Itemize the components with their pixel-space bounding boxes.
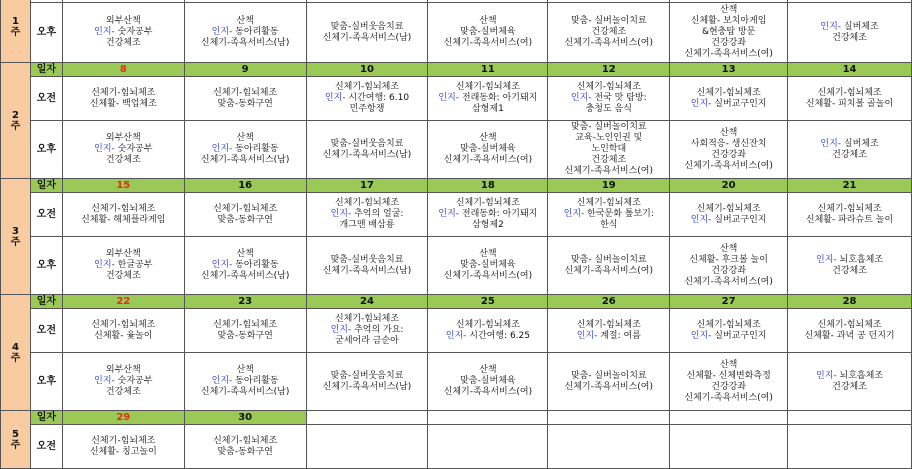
category-prefix: 인지-: [330, 209, 352, 219]
activity-line: 신체활- 과녁 공 던지기: [804, 330, 895, 341]
activity-line: [549, 93, 668, 104]
activity-line: 사회적응- 생신잔치: [690, 138, 767, 149]
schedule-cell: [670, 77, 788, 121]
schedule-cell: [62, 193, 184, 237]
schedule-cell: [428, 309, 548, 353]
category-prefix: 인지-: [570, 93, 592, 103]
schedule-cell: [184, 121, 306, 179]
activity-line: 신체기-족욕서비스(남): [200, 155, 290, 165]
schedule-cell: [306, 193, 428, 237]
activity-line: [308, 209, 427, 220]
activity-line: 신체기-족욕서비스(남): [200, 271, 290, 281]
activity-line: 신체기-힘뇌체조: [576, 82, 641, 92]
date-cell: 23: [184, 295, 306, 309]
activity-line: 건강체조: [105, 271, 141, 281]
activity-line: [308, 93, 427, 104]
activity-line: 신체기-족욕서비스(남): [322, 265, 412, 276]
schedule-cell: [670, 425, 788, 469]
date-cell: [428, 411, 548, 425]
activity-text: 뇌호흡체조: [836, 370, 884, 381]
activity-text: 동아리활동: [232, 260, 279, 270]
activity-line: [671, 99, 786, 110]
activity-text: 숫자공부: [114, 27, 153, 37]
activity-line: 건강체조: [105, 38, 141, 48]
schedule-cell: [428, 77, 548, 121]
activity-line: 건강체조: [105, 155, 141, 165]
date-cell: [670, 411, 788, 425]
pm-row: [1, 353, 912, 411]
category-prefix: 인지-: [690, 98, 712, 109]
activity-text: 동아리활동: [232, 376, 279, 386]
schedule-cell: [788, 3, 912, 63]
date-cell: 25: [428, 295, 548, 309]
activity-line: 삼형제2: [471, 220, 504, 230]
schedule-cell: [62, 237, 184, 295]
activity-line: 신체기-족욕서비스(여): [564, 38, 654, 48]
activity-line: 신체기-힘뇌체조: [576, 319, 641, 330]
activity-line: 신체기-족욕서비스(남): [322, 149, 412, 160]
schedule-cell: [62, 309, 184, 353]
activity-line: 외부산책: [105, 16, 141, 26]
schedule-cell: [62, 425, 184, 469]
schedule-cell: [548, 121, 670, 179]
category-prefix: 인지-: [94, 376, 115, 386]
category-prefix: 인지-: [211, 376, 233, 386]
activity-line: 건강강좌: [711, 149, 747, 160]
date-cell: 19: [548, 179, 670, 193]
activity-line: 맞춤-실버웃음치료: [330, 254, 404, 265]
am-row: [1, 193, 912, 237]
schedule-cell: [788, 309, 912, 353]
activity-line: 신체기-힘뇌체조: [817, 319, 882, 330]
date-cell: 24: [306, 295, 428, 309]
activity-text: 숫자공부: [114, 144, 153, 154]
category-prefix: 인지-: [820, 21, 842, 32]
activity-text: 실버교구인지: [711, 330, 767, 341]
activity-text: 실버교구인지: [711, 98, 767, 109]
activity-line: 신체기-힘뇌체조: [91, 435, 156, 446]
date-cell: 16: [184, 179, 306, 193]
schedule-cell: [548, 353, 670, 411]
activity-line: [186, 27, 305, 38]
activity-line: 신체기-족욕서비스(여): [684, 160, 773, 171]
activity-line: 신체활- 윷놀이: [94, 330, 153, 341]
activity-text: 전래동화: 아기돼지: [459, 93, 538, 103]
activity-line: 외부산책: [105, 365, 141, 375]
activity-line: 건강체조: [591, 27, 627, 37]
activity-line: 신체기-힘뇌체조: [696, 203, 761, 214]
am-row: [1, 425, 912, 469]
activity-line: 신체활- 파라슈트 놀이: [805, 214, 894, 225]
week-label: 4 주: [1, 295, 31, 411]
activity-text: 실버교구인지: [711, 214, 767, 225]
schedule-cell: [184, 193, 306, 237]
schedule-cell: [184, 237, 306, 295]
date-cell: 8: [62, 63, 184, 77]
pm-row: [1, 121, 912, 179]
activity-line: 건강강좌: [711, 265, 747, 276]
schedule-cell: [62, 353, 184, 411]
category-prefix: 인지-: [438, 93, 460, 103]
activity-line: 맞춤-동화구연: [217, 214, 273, 225]
date-label: 일자: [30, 63, 62, 77]
activity-line: 신체기-족욕서비스(여): [564, 265, 654, 276]
activity-line: 신체활- 후크볼 놀이: [689, 254, 768, 265]
activity-line: 산책: [236, 16, 254, 26]
activity-line: 외부산책: [105, 133, 141, 143]
activity-line: 신체기-족욕서비스(여): [564, 166, 654, 176]
date-cell: [548, 411, 670, 425]
schedule-cell: [788, 193, 912, 237]
activity-text: 추억의 얼굴:: [351, 209, 404, 219]
activity-line: [789, 255, 910, 266]
schedule-cell: [62, 3, 184, 63]
activity-line: [186, 376, 305, 387]
activity-line: 신체기-힘뇌체조: [213, 435, 278, 446]
schedule-cell: [548, 3, 670, 63]
activity-line: 산책: [719, 5, 738, 15]
schedule-cell: [428, 353, 548, 411]
schedule-cell: [306, 77, 428, 121]
date-cell: 30: [184, 411, 306, 425]
activity-line: 신체기-힘뇌체조: [91, 203, 156, 214]
activity-line: 신체기-족욕서비스(여): [443, 271, 533, 281]
category-prefix: 인지-: [445, 330, 467, 341]
activity-line: 신체활- 보치아게임: [690, 16, 767, 26]
activity-text: 실버체조: [841, 138, 879, 149]
date-cell: 22: [62, 295, 184, 309]
activity-line: 한식: [600, 220, 618, 230]
activity-line: [64, 27, 183, 38]
date-label: 일자: [30, 179, 62, 193]
activity-line: 신체기-힘뇌체조: [696, 319, 761, 330]
activity-line: 산책: [236, 133, 254, 143]
week-label: 5 주: [1, 411, 31, 469]
schedule-cell: [306, 121, 428, 179]
activity-line: 신체기-족욕서비스(여): [443, 38, 533, 48]
activity-line: 맞춤-동화구연: [217, 330, 273, 341]
activity-text: 시간여행: 6.10: [345, 93, 410, 103]
am-row: [1, 77, 912, 121]
date-cell: 20: [670, 179, 788, 193]
activity-line: [429, 93, 546, 104]
activity-line: [549, 331, 668, 342]
activity-line: 신체활- 해체플라게임: [81, 214, 166, 225]
activity-line: 굳세어라 금순아: [335, 336, 399, 346]
category-prefix: 인지-: [690, 330, 712, 341]
date-cell: 11: [428, 63, 548, 77]
schedule-cell: [306, 353, 428, 411]
schedule-cell: [428, 425, 548, 469]
category-prefix: 인지-: [690, 214, 712, 225]
activity-line: 산책: [719, 243, 738, 254]
date-cell: [788, 411, 912, 425]
activity-line: [429, 209, 546, 220]
activity-line: 맞춤- 실버놀이치료: [570, 254, 647, 265]
activity-line: 신체기-힘뇌체조: [91, 319, 156, 330]
activity-text: 계절: 여름: [597, 330, 641, 341]
activity-line: 민주항쟁: [349, 104, 385, 114]
activity-line: 건강체조: [832, 32, 867, 43]
schedule-cell: [670, 3, 788, 63]
schedule-cell: [184, 77, 306, 121]
activity-line: 건강강좌: [711, 38, 747, 48]
activity-line: 신체기-힘뇌체조: [334, 198, 400, 208]
activity-line: [671, 215, 786, 226]
category-prefix: 인지-: [563, 209, 585, 219]
category-prefix: 인지-: [438, 209, 460, 219]
activity-line: [186, 144, 305, 155]
activity-line: 산책: [719, 359, 738, 370]
activity-line: 신체기-족욕서비스(남): [200, 387, 290, 397]
schedule-cell: [428, 121, 548, 179]
activity-line: 산책: [236, 249, 254, 259]
category-prefix: 인지-: [94, 27, 115, 37]
activity-line: 충청도 음식: [585, 104, 632, 114]
activity-text: 전국 맛 탐방:: [591, 93, 647, 103]
category-prefix: 인지-: [816, 254, 837, 265]
activity-line: 맞춤-실버체육: [460, 144, 516, 154]
date-cell: 15: [62, 179, 184, 193]
activity-line: &현충탑 방문: [701, 27, 756, 37]
schedule-cell: [428, 237, 548, 295]
activity-line: 신체기-힘뇌체조: [696, 87, 761, 98]
date-cell: 12: [548, 63, 670, 77]
activity-line: 신체기-족욕서비스(여): [684, 276, 773, 287]
week-label: 2 주: [1, 63, 31, 179]
date-row: [1, 179, 912, 193]
am-label: 오전: [30, 425, 62, 469]
activity-line: 맞춤-실버체육: [460, 376, 516, 386]
activity-line: 맞춤-실버웃음치료: [330, 370, 404, 381]
date-label: 일자: [30, 411, 62, 425]
schedule-cell: [306, 425, 428, 469]
category-prefix: 인지-: [94, 260, 115, 270]
category-prefix: 인지-: [816, 370, 837, 381]
activity-line: 신체기-족욕서비스(여): [443, 387, 533, 397]
activity-text: 추억의 가요:: [351, 325, 404, 335]
activity-line: 신체기-힘뇌체조: [817, 203, 882, 214]
activity-line: 신체기-힘뇌체조: [213, 319, 278, 330]
activity-line: 신체기-힘뇌체조: [817, 87, 882, 98]
activity-line: 신체기-족욕서비스(남): [322, 381, 412, 392]
activity-line: 산책: [479, 133, 497, 143]
activity-line: 신체기-족욕서비스(여): [564, 381, 654, 392]
activity-line: [671, 331, 786, 342]
activity-line: [64, 376, 183, 387]
schedule-cell: [670, 237, 788, 295]
activity-line: 신체활- 칭고놀이: [89, 446, 157, 457]
activity-line: 신체기-족욕서비스(남): [200, 38, 290, 48]
schedule-cell: [548, 193, 670, 237]
week-label: 1 주: [1, 0, 31, 63]
activity-line: 건강강좌: [711, 381, 747, 392]
schedule-cell: [184, 3, 306, 63]
category-prefix: 인지-: [211, 144, 233, 154]
am-label: 오전: [30, 77, 62, 121]
date-cell: 29: [62, 411, 184, 425]
schedule-cell: [62, 77, 184, 121]
activity-line: 산책: [479, 249, 497, 259]
schedule-cell: [548, 425, 670, 469]
activity-line: [549, 209, 668, 220]
activity-line: 건강체조: [832, 265, 867, 276]
date-cell: 13: [670, 63, 788, 77]
date-cell: 17: [306, 179, 428, 193]
activity-line: 교육-노인인권 및: [575, 133, 643, 143]
activity-line: 신체기-힘뇌체조: [334, 82, 400, 92]
activity-line: 개그맨 배삼룡: [339, 220, 395, 230]
schedule-cell: [548, 309, 670, 353]
activity-line: [64, 144, 183, 155]
activity-line: 신체기-힘뇌체조: [576, 198, 641, 208]
activity-line: 삼형제1: [471, 104, 504, 114]
date-row: [1, 411, 912, 425]
activity-text: 실버체조: [841, 21, 879, 32]
activity-line: 산책: [719, 127, 738, 138]
schedule-cell: [670, 353, 788, 411]
pm-label: 오후: [30, 353, 62, 411]
schedule-cell: [548, 237, 670, 295]
activity-line: 신체기-힘뇌체조: [334, 314, 400, 324]
category-prefix: 인지-: [211, 27, 233, 37]
activity-text: 한글공부: [114, 260, 153, 270]
activity-line: 외부산책: [105, 249, 141, 259]
activity-text: 동아리활동: [232, 144, 279, 154]
schedule-cell: [428, 3, 548, 63]
activity-line: 신체기-힘뇌체조: [455, 319, 520, 330]
activity-line: 맞춤-실버웃음치료: [330, 138, 404, 149]
schedule-cell: [670, 309, 788, 353]
date-cell: 14: [788, 63, 912, 77]
activity-text: 시간여행: 6.25: [466, 330, 530, 341]
activity-line: [64, 260, 183, 271]
schedule-cell: [788, 121, 912, 179]
activity-line: 산책: [479, 365, 497, 375]
activity-line: 신체기-힘뇌체조: [213, 203, 278, 214]
date-cell: 10: [306, 63, 428, 77]
date-row: [1, 63, 912, 77]
activity-line: 맞춤-실버체육: [460, 260, 516, 270]
date-cell: 26: [548, 295, 670, 309]
category-prefix: 인지-: [330, 325, 352, 335]
activity-text: 뇌호흡체조: [836, 254, 884, 265]
schedule-cell: [184, 425, 306, 469]
activity-line: 건강체조: [105, 387, 141, 397]
activity-line: [429, 331, 546, 342]
activity-line: [789, 22, 910, 33]
activity-line: 산책: [236, 365, 254, 375]
date-cell: [306, 411, 428, 425]
activity-line: 신체활- 백업체조: [89, 98, 157, 109]
date-cell: 21: [788, 179, 912, 193]
activity-line: [789, 371, 910, 382]
activity-line: 신체활- 신체변화측정: [686, 370, 771, 381]
activity-line: 맞춤- 실버놀이치료: [570, 122, 647, 132]
activity-line: 건강체조: [832, 149, 867, 160]
week-label: 3 주: [1, 179, 31, 295]
activity-line: 맞춤-동화구연: [217, 446, 273, 457]
activity-line: 맞춤-실버체육: [460, 27, 516, 37]
pm-row: [1, 237, 912, 295]
activity-line: 맞춤-실버웃음치료: [330, 21, 404, 32]
date-label: 일자: [30, 295, 62, 309]
schedule-cell: [548, 77, 670, 121]
pm-label: 오후: [30, 237, 62, 295]
schedule-cell: [670, 193, 788, 237]
category-prefix: 인지-: [576, 330, 598, 341]
activity-line: 건강체조: [832, 381, 867, 392]
activity-line: 신체기-족욕서비스(여): [684, 49, 773, 59]
schedule-cell: [306, 3, 428, 63]
date-cell: 18: [428, 179, 548, 193]
activity-line: 맞춤- 실버놀이치료: [570, 16, 647, 26]
pm-label: 오후: [30, 3, 62, 63]
activity-line: 맞춤- 실버놀이치료: [570, 370, 647, 381]
activity-line: [789, 139, 910, 150]
activity-line: 노인학대: [591, 144, 627, 154]
date-row: [1, 295, 912, 309]
am-label: 오전: [30, 309, 62, 353]
activity-line: 건강체조: [591, 155, 627, 165]
activity-line: 신체활- 피치볼 골놀이: [805, 98, 894, 109]
activity-line: 신체기-족욕서비스(여): [443, 155, 533, 165]
activity-text: 동아리활동: [232, 27, 279, 37]
schedule-cell: [306, 237, 428, 295]
activity-line: 신체기-힘뇌체조: [213, 87, 278, 98]
activity-line: 맞춤-동화구연: [217, 98, 273, 109]
category-prefix: 인지-: [94, 144, 115, 154]
schedule-cell: [788, 77, 912, 121]
date-cell: 28: [788, 295, 912, 309]
schedule-cell: [306, 309, 428, 353]
activity-text: 한국문화 톺보기:: [584, 209, 654, 219]
activity-line: 신체기-힘뇌체조: [455, 82, 520, 92]
activity-line: 산책: [479, 16, 497, 26]
schedule-cell: [670, 121, 788, 179]
category-prefix: 인지-: [211, 260, 233, 270]
am-label: 오전: [30, 193, 62, 237]
category-prefix: 인지-: [324, 93, 346, 103]
category-prefix: 인지-: [820, 138, 842, 149]
date-cell: 9: [184, 63, 306, 77]
schedule-cell: [62, 121, 184, 179]
schedule-cell: [788, 237, 912, 295]
schedule-cell: [788, 353, 912, 411]
activity-line: 신체기-힘뇌체조: [91, 87, 156, 98]
activity-line: 신체기-족욕서비스(남): [322, 32, 412, 43]
schedule-cell: [184, 309, 306, 353]
schedule-cell: [428, 193, 548, 237]
schedule-cell: [788, 425, 912, 469]
pm-row: [1, 3, 912, 63]
activity-line: 신체기-힘뇌체조: [455, 198, 520, 208]
activity-line: [186, 260, 305, 271]
activity-text: 전래동화: 아기돼지: [459, 209, 538, 219]
am-row: [1, 309, 912, 353]
activity-line: [308, 325, 427, 336]
activity-line: 신체기-족욕서비스(여): [684, 392, 773, 403]
date-cell: 27: [670, 295, 788, 309]
pm-label: 오후: [30, 121, 62, 179]
schedule-cell: [184, 353, 306, 411]
activity-text: 숫자공부: [114, 376, 153, 386]
